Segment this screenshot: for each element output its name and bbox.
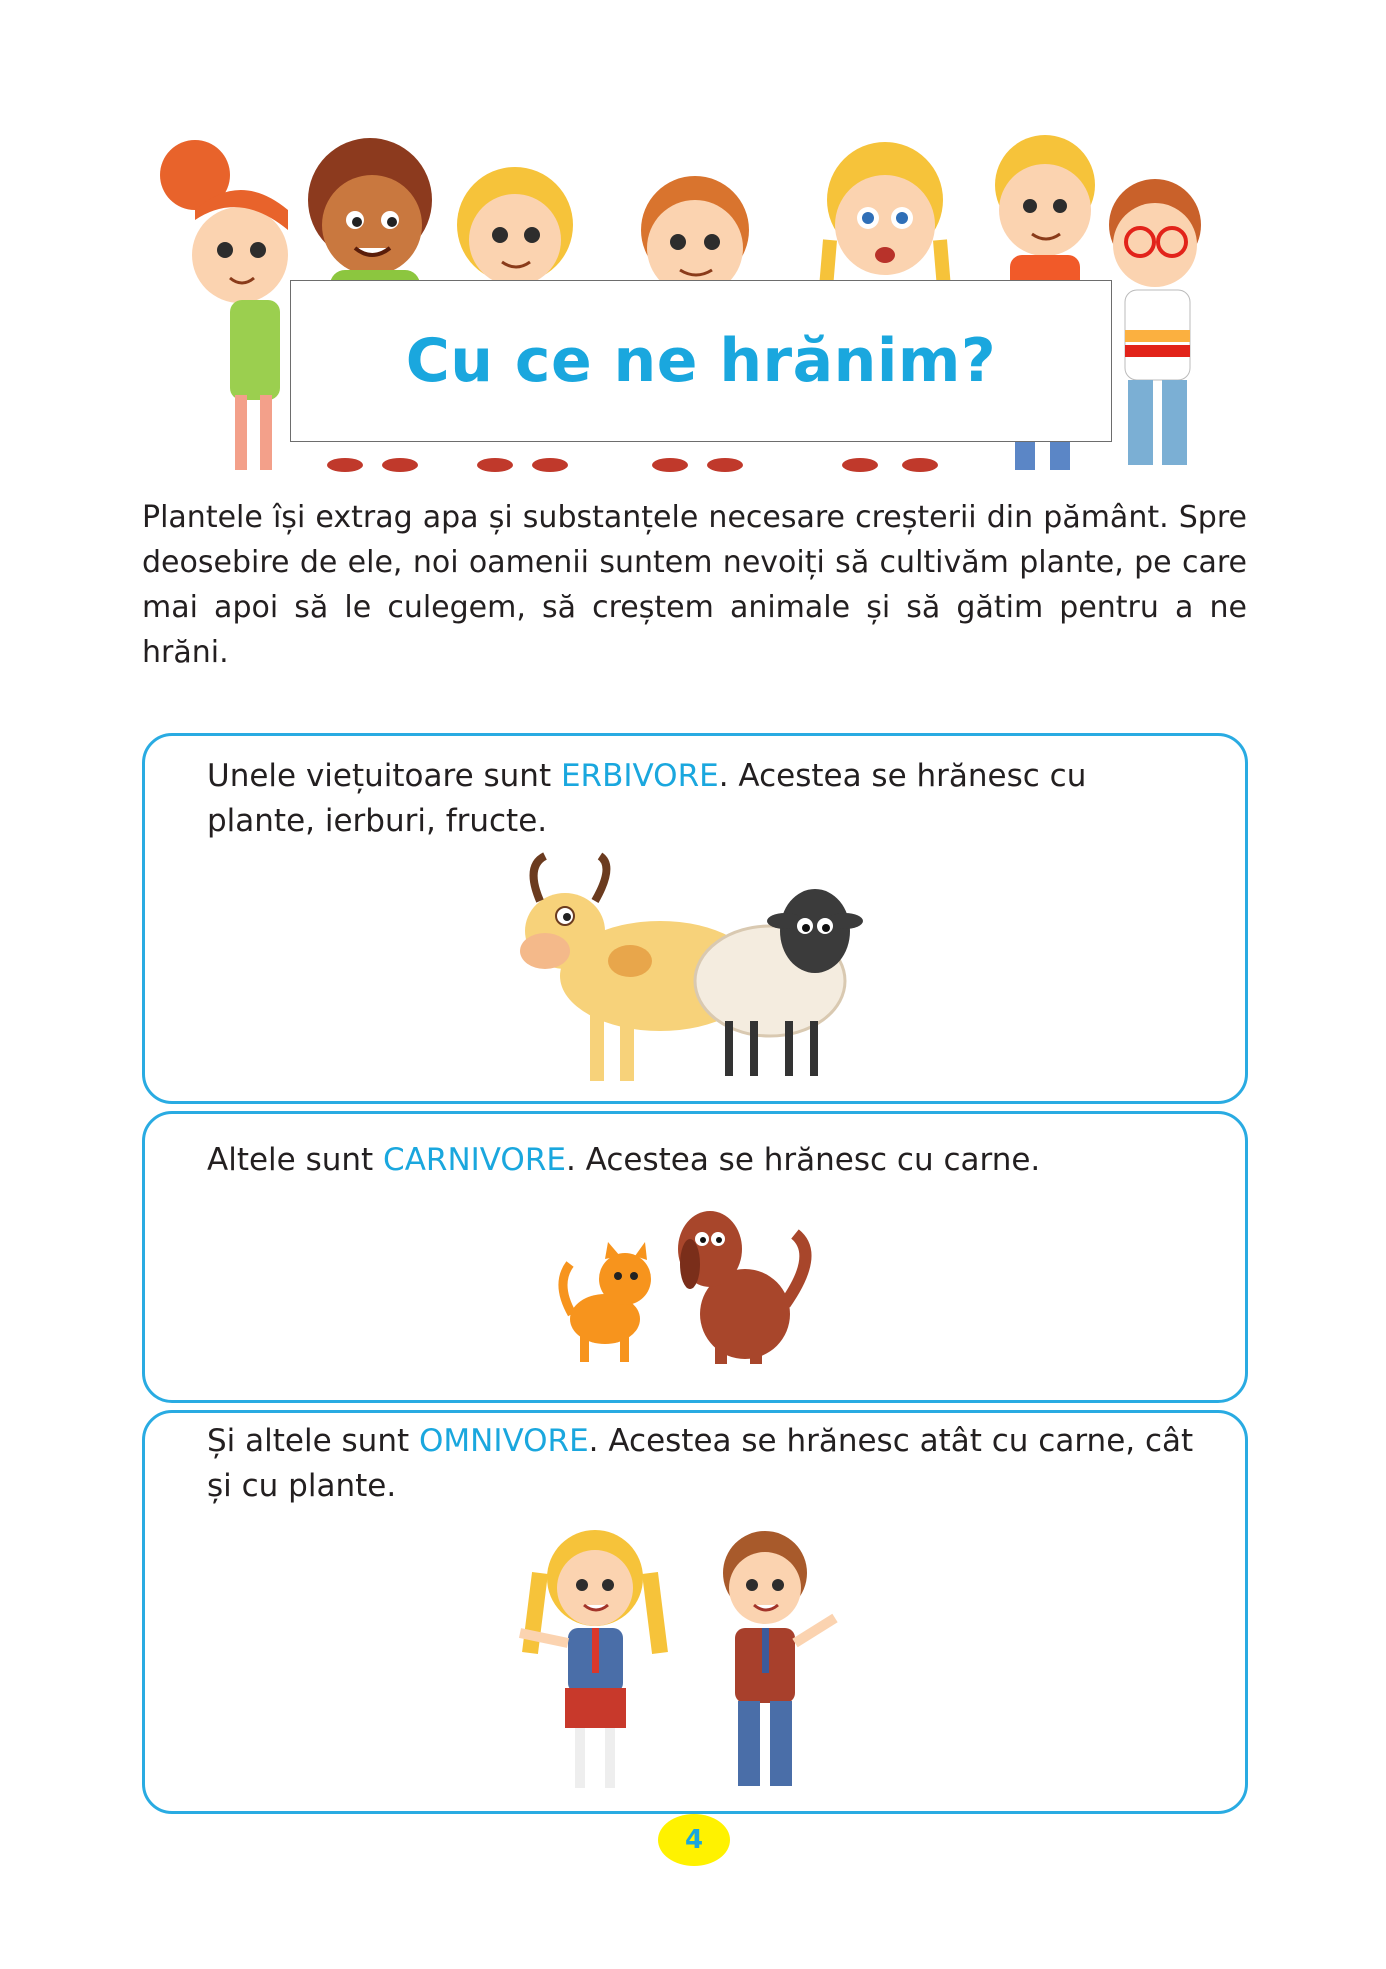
- kid-4: [641, 176, 749, 296]
- girl-and-boy-illustration: [500, 1523, 860, 1803]
- sheep: [695, 889, 863, 1076]
- page-title: Cu ce ne hrănim?: [405, 326, 997, 396]
- cat-and-dog-illustration: [550, 1194, 830, 1369]
- page-number-badge: [658, 1814, 730, 1866]
- omnivores-text: Și altele sunt OMNIVORE. Acestea se hrănesc atât cu carne, cât și cu plante.: [207, 1423, 1194, 1504]
- kid-3: [457, 167, 573, 286]
- kid-7: [1109, 179, 1201, 465]
- omnivores-box: [142, 1410, 1248, 1814]
- dog: [678, 1211, 805, 1364]
- title-board: [290, 280, 1112, 442]
- girl: [520, 1530, 660, 1788]
- carnivores-box: [142, 1111, 1248, 1403]
- carnivores-text: Altele sunt CARNIVORE. Acestea se hrănesc cu carne.: [207, 1142, 1041, 1178]
- cow-and-sheep-illustration: [520, 846, 880, 1086]
- page-number: 4: [684, 1825, 704, 1855]
- herbivores-keyword: ERBIVORE: [560, 758, 719, 794]
- kids-feet: [327, 458, 938, 472]
- carnivores-keyword: CARNIVORE: [383, 1142, 566, 1178]
- intro-paragraph: Plantele își extrag apa și substanțele necesare creșterii din pământ. Spre deosebire de ele, noi oamenii suntem nevoiți să cultivăm plante, pe care mai apoi să le culegem, să creștem animale și să gătim pentru a ne hrăni.: [142, 500, 1247, 670]
- kid-1: [160, 140, 288, 470]
- herbivores-box: [142, 733, 1248, 1104]
- omnivores-keyword: OMNIVORE: [418, 1423, 589, 1459]
- boy: [723, 1531, 835, 1786]
- cat: [563, 1242, 651, 1362]
- herbivores-text: Unele viețuitoare sunt ERBIVORE. Acestea se hrănesc cu plante, ierburi, fructe.: [207, 758, 1087, 839]
- kid-5: [825, 142, 945, 300]
